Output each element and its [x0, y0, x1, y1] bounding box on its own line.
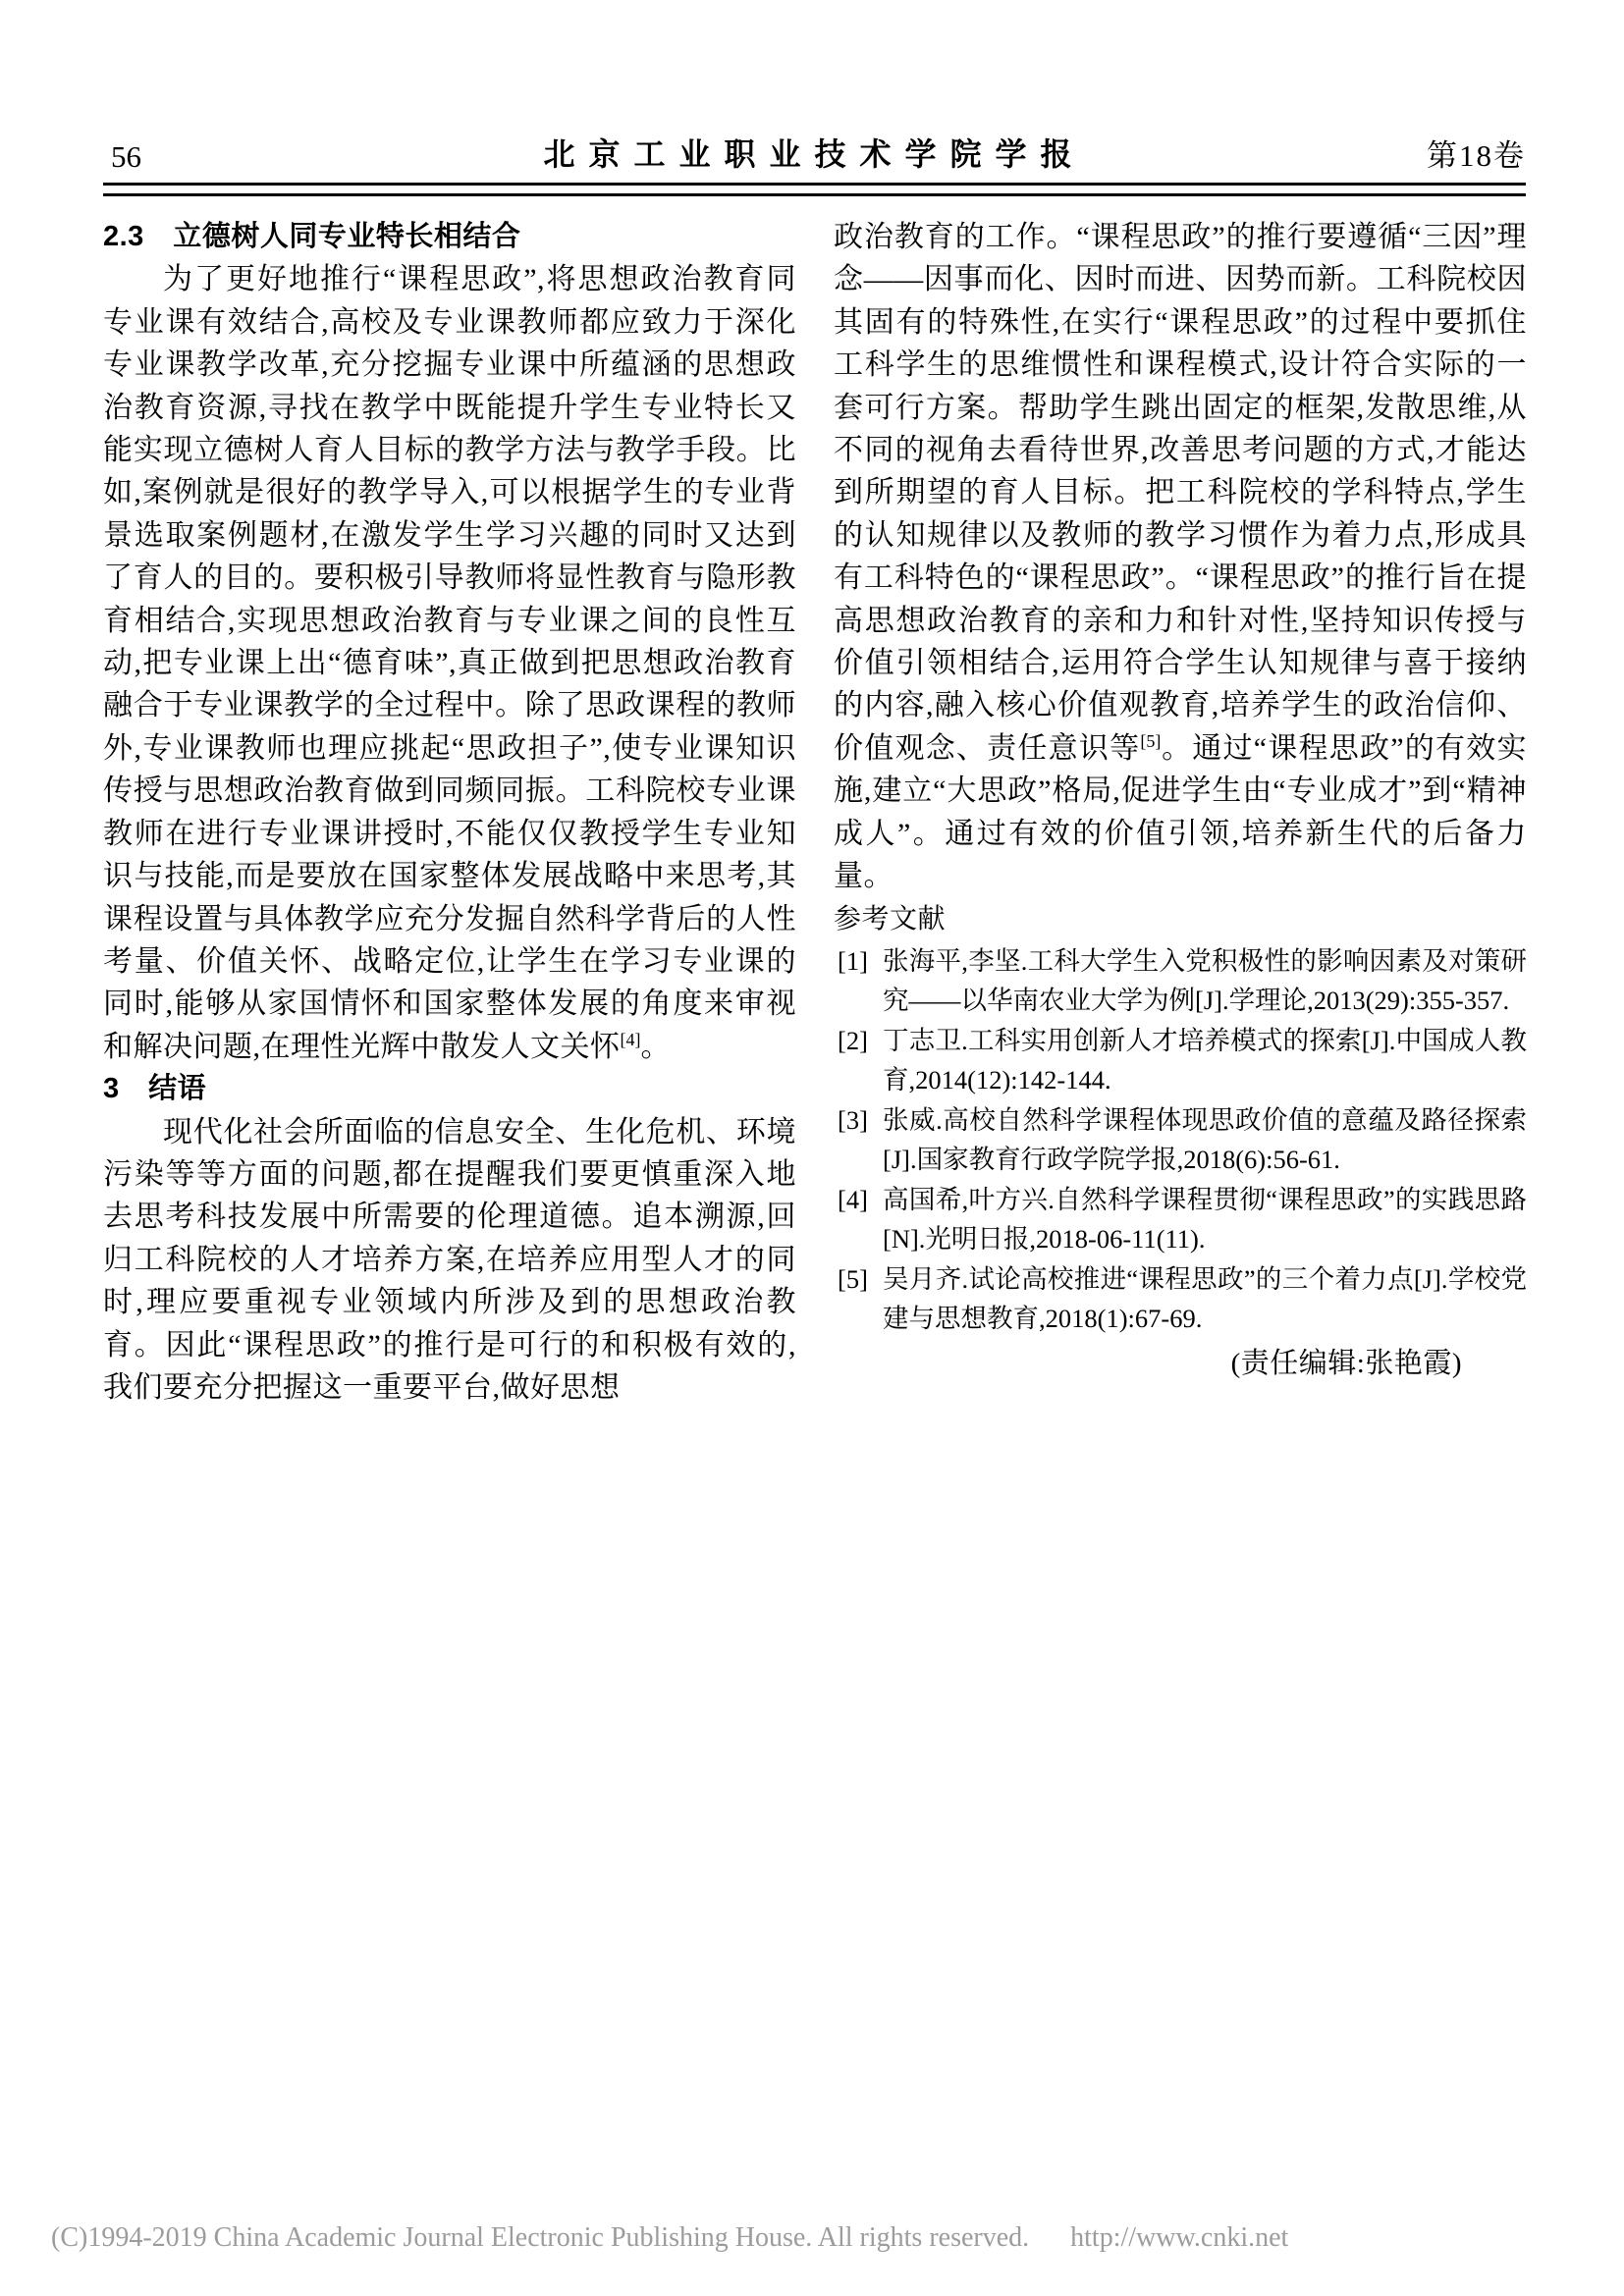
left-paragraph-1-tail: 。 — [640, 1030, 671, 1063]
citation-superscript-4: [4] — [620, 1029, 641, 1049]
right-paragraph-continuation — [834, 216, 1527, 898]
cnki-url: http://www.cnki.net — [1070, 2222, 1289, 2253]
reference-text-5: 吴月齐.试论高校推进“课程思政”的三个着力点[J].学校党建与思想教育,2018(1):67-69. — [883, 1263, 1527, 1333]
reference-text-2: 丁志卫.工科实用创新人才培养模式的探索[J].中国成人教育,2014(12):142-144. — [883, 1025, 1527, 1095]
reference-text-4: 高国希,叶方兴.自然科学课程贯彻“课程思政”的实践思路[N].光明日报,2018-06-11(11). — [883, 1184, 1527, 1254]
footer-copyright-line — [51, 2222, 1288, 2254]
reference-marker-3: [3] — [838, 1104, 868, 1135]
reference-marker-5: [5] — [838, 1263, 868, 1294]
reference-item-4 — [834, 1180, 1527, 1259]
page-header — [103, 124, 1526, 175]
page-number: 56 — [111, 139, 141, 174]
reference-item-1 — [834, 941, 1527, 1021]
right-column — [834, 216, 1527, 1409]
references-heading: 参考文献 — [834, 903, 947, 934]
left-column — [103, 216, 796, 1409]
left-paragraph-2: 现代化社会所面临的信息安全、生化危机、环境污染等等方面的问题,都在提醒我们要更慎重深入地去思考科技发展中所需要的伦理道德。追本溯源,回归工科院校的人才培养方案,在培养应用型人才的同时,理应要重视专业领域内所涉及到的思想政治教育。因此“课程思政”的推行是可行的和积极有效的,我们要充分把握这一重要平台,做好思想 — [103, 1115, 796, 1404]
reference-item-5 — [834, 1259, 1527, 1339]
reference-marker-1: [1] — [838, 945, 868, 976]
right-paragraph-tail: 。通过“课程思政”的有效实施,建立“大思政”格局,促进学生由“专业成才”到“精神成人”。通过有效的价值引领,培养新生代的后备力量。 — [834, 731, 1528, 893]
right-paragraph-text: 政治教育的工作。“课程思政”的推行要遵循“三因”理念——因事而化、因时而进、因势而新。工科院校因其固有的特殊性,在实行“课程思政”的过程中要抓住工科学生的思维惯性和课程模式,设计符合实际的一套可行方案。帮助学生跳出固定的框架,发散思维,从不同的视角去看待世界,改善思考问题的方式,才能达到所期望的育人目标。把工科院校的学科特点,学生的认知规律以及教师的教学习惯作为着力点,形成具有工科特色的“课程思政”。“课程思政”的推行旨在提高思想政治教育的亲和力和针对性,坚持知识传授与价值引领相结合,运用符合学生认知规律与喜于接纳的内容,融入核心价值观教育,培养学生的政治信仰、价值观念、责任意识等 — [834, 221, 1527, 765]
reference-text-3: 张威.高校自然科学课程体现思政价值的意蕴及路径探索[J].国家教育行政学院学报,2018(6):56-61. — [883, 1104, 1527, 1174]
reference-text-1: 张海平,李坚.工科大学生入党积极性的影响因素及对策研究——以华南农业大学为例[J].学理论,2013(29):355-357. — [883, 945, 1527, 1015]
journal-title: 北京工业职业技术学院学报 — [543, 136, 1086, 172]
left-paragraph-1-text: 为了更好地推行“课程思政”,将思想政治教育同专业课有效结合,高校及专业课教师都应致力于深化专业课教学改革,充分挖掘专业课中所蕴涵的思想政治教育资源,寻找在教学中既能提升学生专业特长又能实现立德树人育人目标的教学方法与教学手段。比如,案例就是很好的教学导入,可以根据学生的专业背景选取案例题材,在激发学生学习兴趣的同时又达到了育人的目的。要积极引导教师将显性教育与隐形教育相结合,实现思想政治教育与专业课之间的良性互动,把专业课上出“德育味”,真正做到把思想政治教育融合于专业课教学的全过程中。除了思政课程的教师外,专业课教师也理应挑起“思政担子”,使专业课知识传授与思想政治教育做到同频同振。工科院校专业课教师在进行专业课讲授时,不能仅仅教授学生专业知识与技能,而是要放在国家整体发展战略中来思考,其课程设置与具体教学应充分发掘自然科学背后的人性考量、价值关怀、战略定位,让学生在学习专业课的同时,能够从家国情怀和国家整体发展的角度来审视和解决问题,在理性光辉中散发人文关怀 — [103, 263, 796, 1063]
header-double-rule — [103, 183, 1526, 196]
left-paragraph-1 — [103, 258, 796, 1068]
editor-note: (责任编辑:张艳霞) — [1230, 1347, 1462, 1379]
citation-superscript-5: [5] — [1140, 730, 1162, 751]
copyright-text: (C)1994-2019 China Academic Journal Electronic Publishing House. All rights reserved. — [51, 2222, 1030, 2253]
reference-item-3 — [834, 1100, 1527, 1180]
section-heading-2-3: 2.3 立德树人同专业特长相结合 — [103, 221, 521, 252]
reference-marker-2: [2] — [838, 1025, 868, 1055]
section-heading-3: 3 结语 — [103, 1073, 207, 1105]
article-body — [103, 216, 1527, 1409]
references-list — [834, 941, 1527, 1339]
volume-label: 第18卷 — [1427, 138, 1526, 173]
reference-marker-4: [4] — [838, 1184, 868, 1214]
reference-item-2 — [834, 1021, 1527, 1100]
